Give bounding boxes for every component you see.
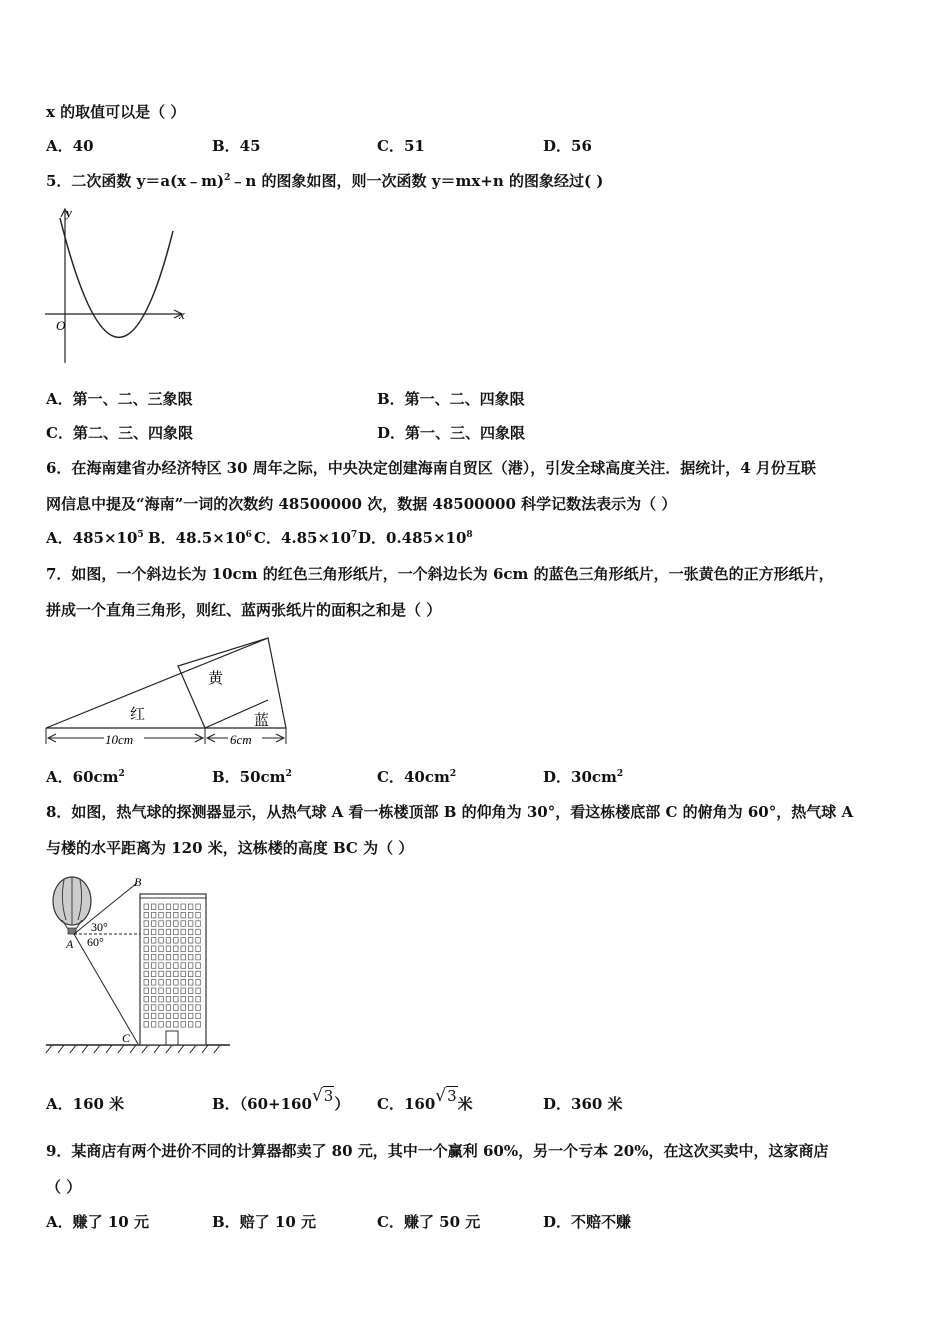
building-window xyxy=(181,938,186,944)
building-window xyxy=(188,954,193,960)
q8-option-d[interactable]: D．360 米 xyxy=(543,1095,623,1113)
building-window xyxy=(174,963,179,969)
building-window xyxy=(188,1005,193,1011)
building-window xyxy=(188,946,193,952)
building-window xyxy=(174,996,179,1002)
building-window xyxy=(144,988,149,994)
building-window xyxy=(166,1022,171,1028)
building-window xyxy=(196,980,201,986)
building-window xyxy=(181,1022,186,1028)
building-window xyxy=(188,929,193,935)
building-window xyxy=(196,996,201,1002)
building-window xyxy=(174,1013,179,1019)
building-window xyxy=(196,929,201,935)
building-window xyxy=(181,1005,186,1011)
q4-option-d[interactable]: D．56 xyxy=(543,137,592,155)
building-window xyxy=(166,963,171,969)
q8-option-c[interactable]: C．160√3米 xyxy=(377,1086,473,1113)
building-window xyxy=(166,971,171,977)
q7-option-b[interactable]: B．$50cm^2$ xyxy=(212,768,292,786)
building-window xyxy=(181,963,186,969)
building-window xyxy=(159,904,164,910)
building-window xyxy=(159,988,164,994)
q4-option-b[interactable]: B．45 xyxy=(212,137,261,155)
building-window xyxy=(181,929,186,935)
building-window xyxy=(174,938,179,944)
building-window xyxy=(196,954,201,960)
label-red: 红 xyxy=(130,705,146,723)
building-window xyxy=(166,1005,171,1011)
building-window xyxy=(144,980,149,986)
building-window xyxy=(174,954,179,960)
building-window xyxy=(196,938,201,944)
building-window xyxy=(159,1005,164,1011)
label-30deg: 30° xyxy=(91,920,108,934)
building-window xyxy=(151,963,156,969)
building-window xyxy=(144,929,149,935)
q8-option-a[interactable]: A．160 米 xyxy=(46,1095,125,1113)
q7-option-d[interactable]: D．$30cm^2$ xyxy=(543,768,624,786)
building-window xyxy=(188,963,193,969)
building-window xyxy=(181,904,186,910)
building-window xyxy=(159,929,164,935)
building-window xyxy=(144,1013,149,1019)
q5-option-a[interactable]: A．第一、二、三象限 xyxy=(46,390,193,408)
building-window xyxy=(151,904,156,910)
building-window xyxy=(196,904,201,910)
building-window xyxy=(196,912,201,918)
building-window xyxy=(151,921,156,927)
y-axis-label: y xyxy=(66,205,72,220)
q7-stem-line2: 拼成一个直角三角形，则红、蓝两张纸片的面积之和是（ ） xyxy=(46,601,442,619)
building-window xyxy=(159,1022,164,1028)
building-window xyxy=(166,946,171,952)
q9-option-a[interactable]: A．赚了 10 元 xyxy=(46,1213,149,1231)
q9-stem-line2: （ ） xyxy=(46,1178,82,1196)
q5-option-b[interactable]: B．第一、二、四象限 xyxy=(377,390,525,408)
label-A: A xyxy=(66,937,74,951)
building-window xyxy=(151,946,156,952)
building-window xyxy=(166,938,171,944)
line-AC xyxy=(74,934,138,1044)
q7-option-c[interactable]: C．$40cm^2$ xyxy=(377,768,457,786)
building-window xyxy=(181,912,186,918)
building-window xyxy=(174,904,179,910)
building-window xyxy=(196,921,201,927)
building-window xyxy=(188,904,193,910)
building-window xyxy=(151,954,156,960)
building-window xyxy=(144,954,149,960)
building-window xyxy=(144,996,149,1002)
building-window xyxy=(159,954,164,960)
building-window xyxy=(174,929,179,935)
q6-stem-line2: 网信息中提及“海南”一词的次数约 48500000 次，数据 48500000 科学记数法表示为（ ） xyxy=(46,495,677,513)
building-window xyxy=(144,938,149,944)
building-window xyxy=(159,946,164,952)
building-window xyxy=(174,980,179,986)
building-window xyxy=(188,938,193,944)
building-window xyxy=(151,1022,156,1028)
building-window xyxy=(174,921,179,927)
q9-option-b[interactable]: B．赔了 10 元 xyxy=(212,1213,316,1231)
building-window xyxy=(181,1013,186,1019)
q4-stem: x 的取值可以是（ ） xyxy=(46,103,186,121)
building-window xyxy=(188,1013,193,1019)
q8-option-b[interactable]: B．（60+160√3） xyxy=(212,1086,350,1113)
sqrt-3: √3 xyxy=(435,1086,457,1106)
building-window xyxy=(196,988,201,994)
building-window xyxy=(188,996,193,1002)
building-window xyxy=(159,938,164,944)
q7-stem-line1: 7．如图，一个斜边长为 10cm 的红色三角形纸片，一个斜边长为 6cm 的蓝色三角形纸片，一张黄色的正方形纸片， xyxy=(46,565,834,583)
q9-option-c[interactable]: C．赚了 50 元 xyxy=(377,1213,481,1231)
building-window xyxy=(166,996,171,1002)
building-window xyxy=(188,971,193,977)
building-window xyxy=(151,980,156,986)
building-window xyxy=(151,988,156,994)
outer-triangle xyxy=(46,638,286,728)
q5-stem: 5．二次函数 y＝a(x﹣m)$^2$﹣n 的图象如图，则一次函数 y＝mx+n 的图象经过( ) xyxy=(46,172,604,190)
building-window xyxy=(181,921,186,927)
building-window xyxy=(159,996,164,1002)
q9-option-d[interactable]: D．不赔不赚 xyxy=(543,1213,632,1231)
q8-balloon-figure xyxy=(44,874,234,1058)
building-window xyxy=(151,1005,156,1011)
building-window xyxy=(196,971,201,977)
ground-hatching xyxy=(46,1045,220,1053)
building-window xyxy=(151,1013,156,1019)
building-window xyxy=(159,912,164,918)
label-10cm: 10cm xyxy=(105,732,134,747)
label-6cm: 6cm xyxy=(230,732,252,747)
q5-option-d[interactable]: D．第一、三、四象限 xyxy=(377,424,526,442)
building-window xyxy=(151,929,156,935)
label-yellow: 黄 xyxy=(208,669,224,687)
building-window xyxy=(174,971,179,977)
q4-option-a[interactable]: A．40 xyxy=(46,137,94,155)
building-window xyxy=(144,963,149,969)
q6-option-d[interactable]: D．$0.485\times 10^8$ xyxy=(358,529,473,547)
building-window xyxy=(196,963,201,969)
building-window xyxy=(188,988,193,994)
building-window xyxy=(151,971,156,977)
x-axis-label: x xyxy=(179,307,185,322)
building-window xyxy=(188,1022,193,1028)
building-window xyxy=(159,1013,164,1019)
building-window xyxy=(159,980,164,986)
building-window xyxy=(181,988,186,994)
building-window xyxy=(188,921,193,927)
building-window xyxy=(174,1005,179,1011)
building-window xyxy=(181,954,186,960)
building-window xyxy=(181,996,186,1002)
building-window xyxy=(166,1013,171,1019)
q8-stem-line2: 与楼的水平距离为 120 米，这栋楼的高度 BC 为（ ） xyxy=(46,839,414,857)
q8-stem-line1: 8．如图，热气球的探测器显示，从热气球 A 看一栋楼顶部 B 的仰角为 30°，看这栋楼底部 C 的俯角为 60°，热气球 A xyxy=(46,803,854,821)
building-window xyxy=(159,963,164,969)
building-window xyxy=(196,946,201,952)
building-window xyxy=(188,912,193,918)
building-window xyxy=(159,971,164,977)
building-window xyxy=(174,988,179,994)
building-window xyxy=(166,904,171,910)
building-window xyxy=(166,980,171,986)
q7-option-a[interactable]: A．$60cm^2$ xyxy=(46,768,125,786)
building-window xyxy=(144,1022,149,1028)
q6-stem-line1: 6．在海南建省办经济特区 30 周年之际，中央决定创建海南自贸区（港），引发全球高度关注．据统计，4 月份互联 xyxy=(46,459,816,477)
building-window xyxy=(144,1005,149,1011)
building-window xyxy=(159,921,164,927)
building-window xyxy=(144,904,149,910)
building-window xyxy=(166,921,171,927)
building-window xyxy=(144,971,149,977)
building-window xyxy=(166,988,171,994)
q6-option-c[interactable]: C．$4.85\times 10^7$ xyxy=(254,529,358,547)
building-window xyxy=(196,1022,201,1028)
building-window xyxy=(174,946,179,952)
label-60deg: 60° xyxy=(87,935,104,949)
building-window xyxy=(166,954,171,960)
q9-stem-line1: 9．某商店有两个进价不同的计算器都卖了 80 元，其中一个赢利 60%，另一个亏本 20%，在这次买卖中，这家商店 xyxy=(46,1142,829,1160)
building-window xyxy=(196,1005,201,1011)
building-window xyxy=(144,946,149,952)
sqrt-3: √3 xyxy=(311,1086,334,1106)
building-window xyxy=(166,929,171,935)
building-window xyxy=(166,912,171,918)
q7-triangle-figure xyxy=(42,630,292,752)
building-window xyxy=(174,1022,179,1028)
building-window xyxy=(181,971,186,977)
parabola-curve xyxy=(60,218,173,337)
q5-option-c[interactable]: C．第二、三、四象限 xyxy=(46,424,193,442)
building-window xyxy=(144,912,149,918)
building-window xyxy=(181,980,186,986)
label-B: B xyxy=(134,875,142,889)
building-window xyxy=(144,921,149,927)
building-window xyxy=(151,996,156,1002)
building-window xyxy=(151,938,156,944)
building-window xyxy=(181,946,186,952)
origin-label: O xyxy=(56,318,66,333)
building-window xyxy=(188,980,193,986)
building-window xyxy=(151,912,156,918)
q5-parabola-figure xyxy=(40,203,200,373)
q4-option-c[interactable]: C．51 xyxy=(377,137,425,155)
label-C: C xyxy=(122,1031,131,1045)
q6-option-b[interactable]: B．$48.5\times 10^6$ xyxy=(148,529,252,547)
label-blue: 蓝 xyxy=(254,711,270,729)
building-window xyxy=(196,1013,201,1019)
building-window xyxy=(174,912,179,918)
q6-option-a[interactable]: A．$485\times 10^5$ xyxy=(46,529,144,547)
